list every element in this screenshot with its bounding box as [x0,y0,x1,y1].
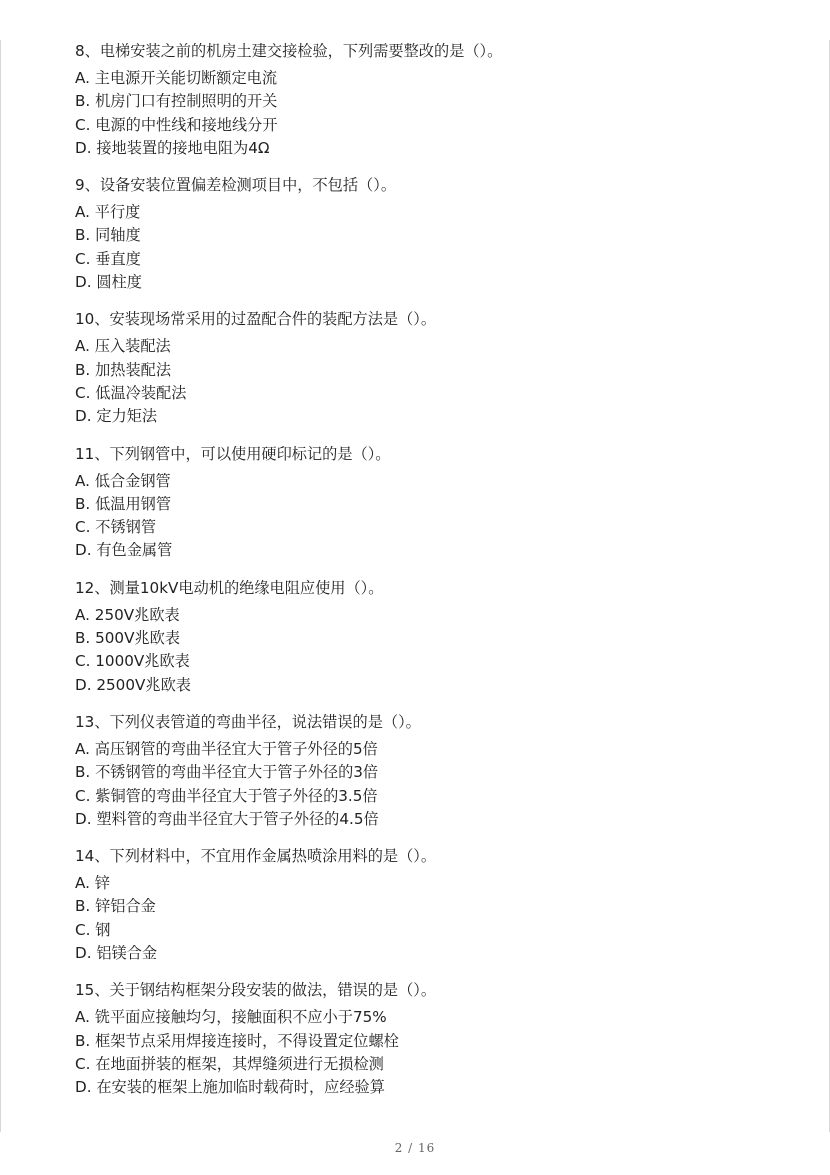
option-c: C. 紫铜管的弯曲半径宜大于管子外径的3.5倍 [75,786,378,805]
question-9 [75,174,775,294]
option-d: D. 接地装置的接地电阻为4Ω [75,138,270,157]
option-d: D. 定力矩法 [75,407,158,426]
option-a: A. 250V兆欧表 [75,605,180,624]
question-text: 11、下列钢管中，可以使用硬印标记的是（）。 [75,444,391,463]
document-page-content [75,40,775,1114]
option-a: A. 高压钢管的弯曲半径宜大于管子外径的5倍 [75,739,378,758]
option-b: B. 加热装配法 [75,360,172,379]
option-d: D. 铝镁合金 [75,944,158,963]
question-text: 10、安装现场常采用的过盈配合件的装配方法是（）。 [75,310,437,329]
option-a: A. 低合金钢管 [75,471,171,490]
option-a: A. 主电源开关能切断额定电流 [75,69,278,87]
option-d: D. 塑料管的弯曲半径宜大于管子外径的4.5倍 [75,809,379,828]
option-c: C. 不锈钢管 [75,518,157,537]
question-text: 12、测量10kV电动机的绝缘电阻应使用（）。 [75,578,384,597]
option-a: A. 锌 [75,874,110,893]
question-text: 14、下列材料中，不宜用作金属热喷涂用料的是（）。 [75,847,437,866]
option-b: B. 同轴度 [75,226,141,245]
option-b: B. 机房门口有控制照明的开关 [75,92,278,111]
question-11 [75,443,775,563]
option-b: B. 框架节点采用焊接连接时，不得设置定位螺栓 [75,1031,399,1050]
option-a: A. 压入装配法 [75,337,171,356]
option-b: B. 低温用钢管 [75,494,172,513]
option-a: A. 铣平面应接触均匀，接触面积不应小于75% [75,1008,387,1027]
option-d: D. 2500V兆欧表 [75,675,191,694]
option-c: C. 电源的中性线和接地线分开 [75,115,278,134]
question-10 [75,308,775,428]
question-13 [75,711,775,831]
option-c: C. 1000V兆欧表 [75,652,190,671]
page-number: 2 / 16 [394,1141,436,1155]
question-8 [75,40,775,160]
question-15 [75,979,775,1099]
option-c: C. 垂直度 [75,249,141,268]
option-d: D. 在安装的框架上施加临时载荷时，应经验算 [75,1078,385,1097]
option-a: A. 平行度 [75,203,141,222]
question-text: 13、下列仪表管道的弯曲半径，说法错误的是（）。 [75,712,421,731]
question-text: 8、电梯安装之前的机房土建交接检验，下列需要整改的是（）。 [75,42,503,60]
option-c: C. 钢 [75,920,111,939]
option-c: C. 在地面拼装的框架，其焊缝须进行无损检测 [75,1054,384,1073]
question-14 [75,845,775,965]
question-text: 9、设备安装位置偏差检测项目中，不包括（）。 [75,176,397,195]
page-left-edge [0,40,1,1132]
option-b: B. 500V兆欧表 [75,629,181,648]
option-d: D. 有色金属管 [75,541,173,560]
option-d: D. 圆柱度 [75,273,142,292]
option-c: C. 低温冷装配法 [75,383,187,402]
question-text: 15、关于钢结构框架分段安装的做法，错误的是（）。 [75,981,437,1000]
option-b: B. 锌铝合金 [75,897,156,916]
option-b: B. 不锈钢管的弯曲半径宜大于管子外径的3倍 [75,763,379,782]
question-12 [75,577,775,697]
